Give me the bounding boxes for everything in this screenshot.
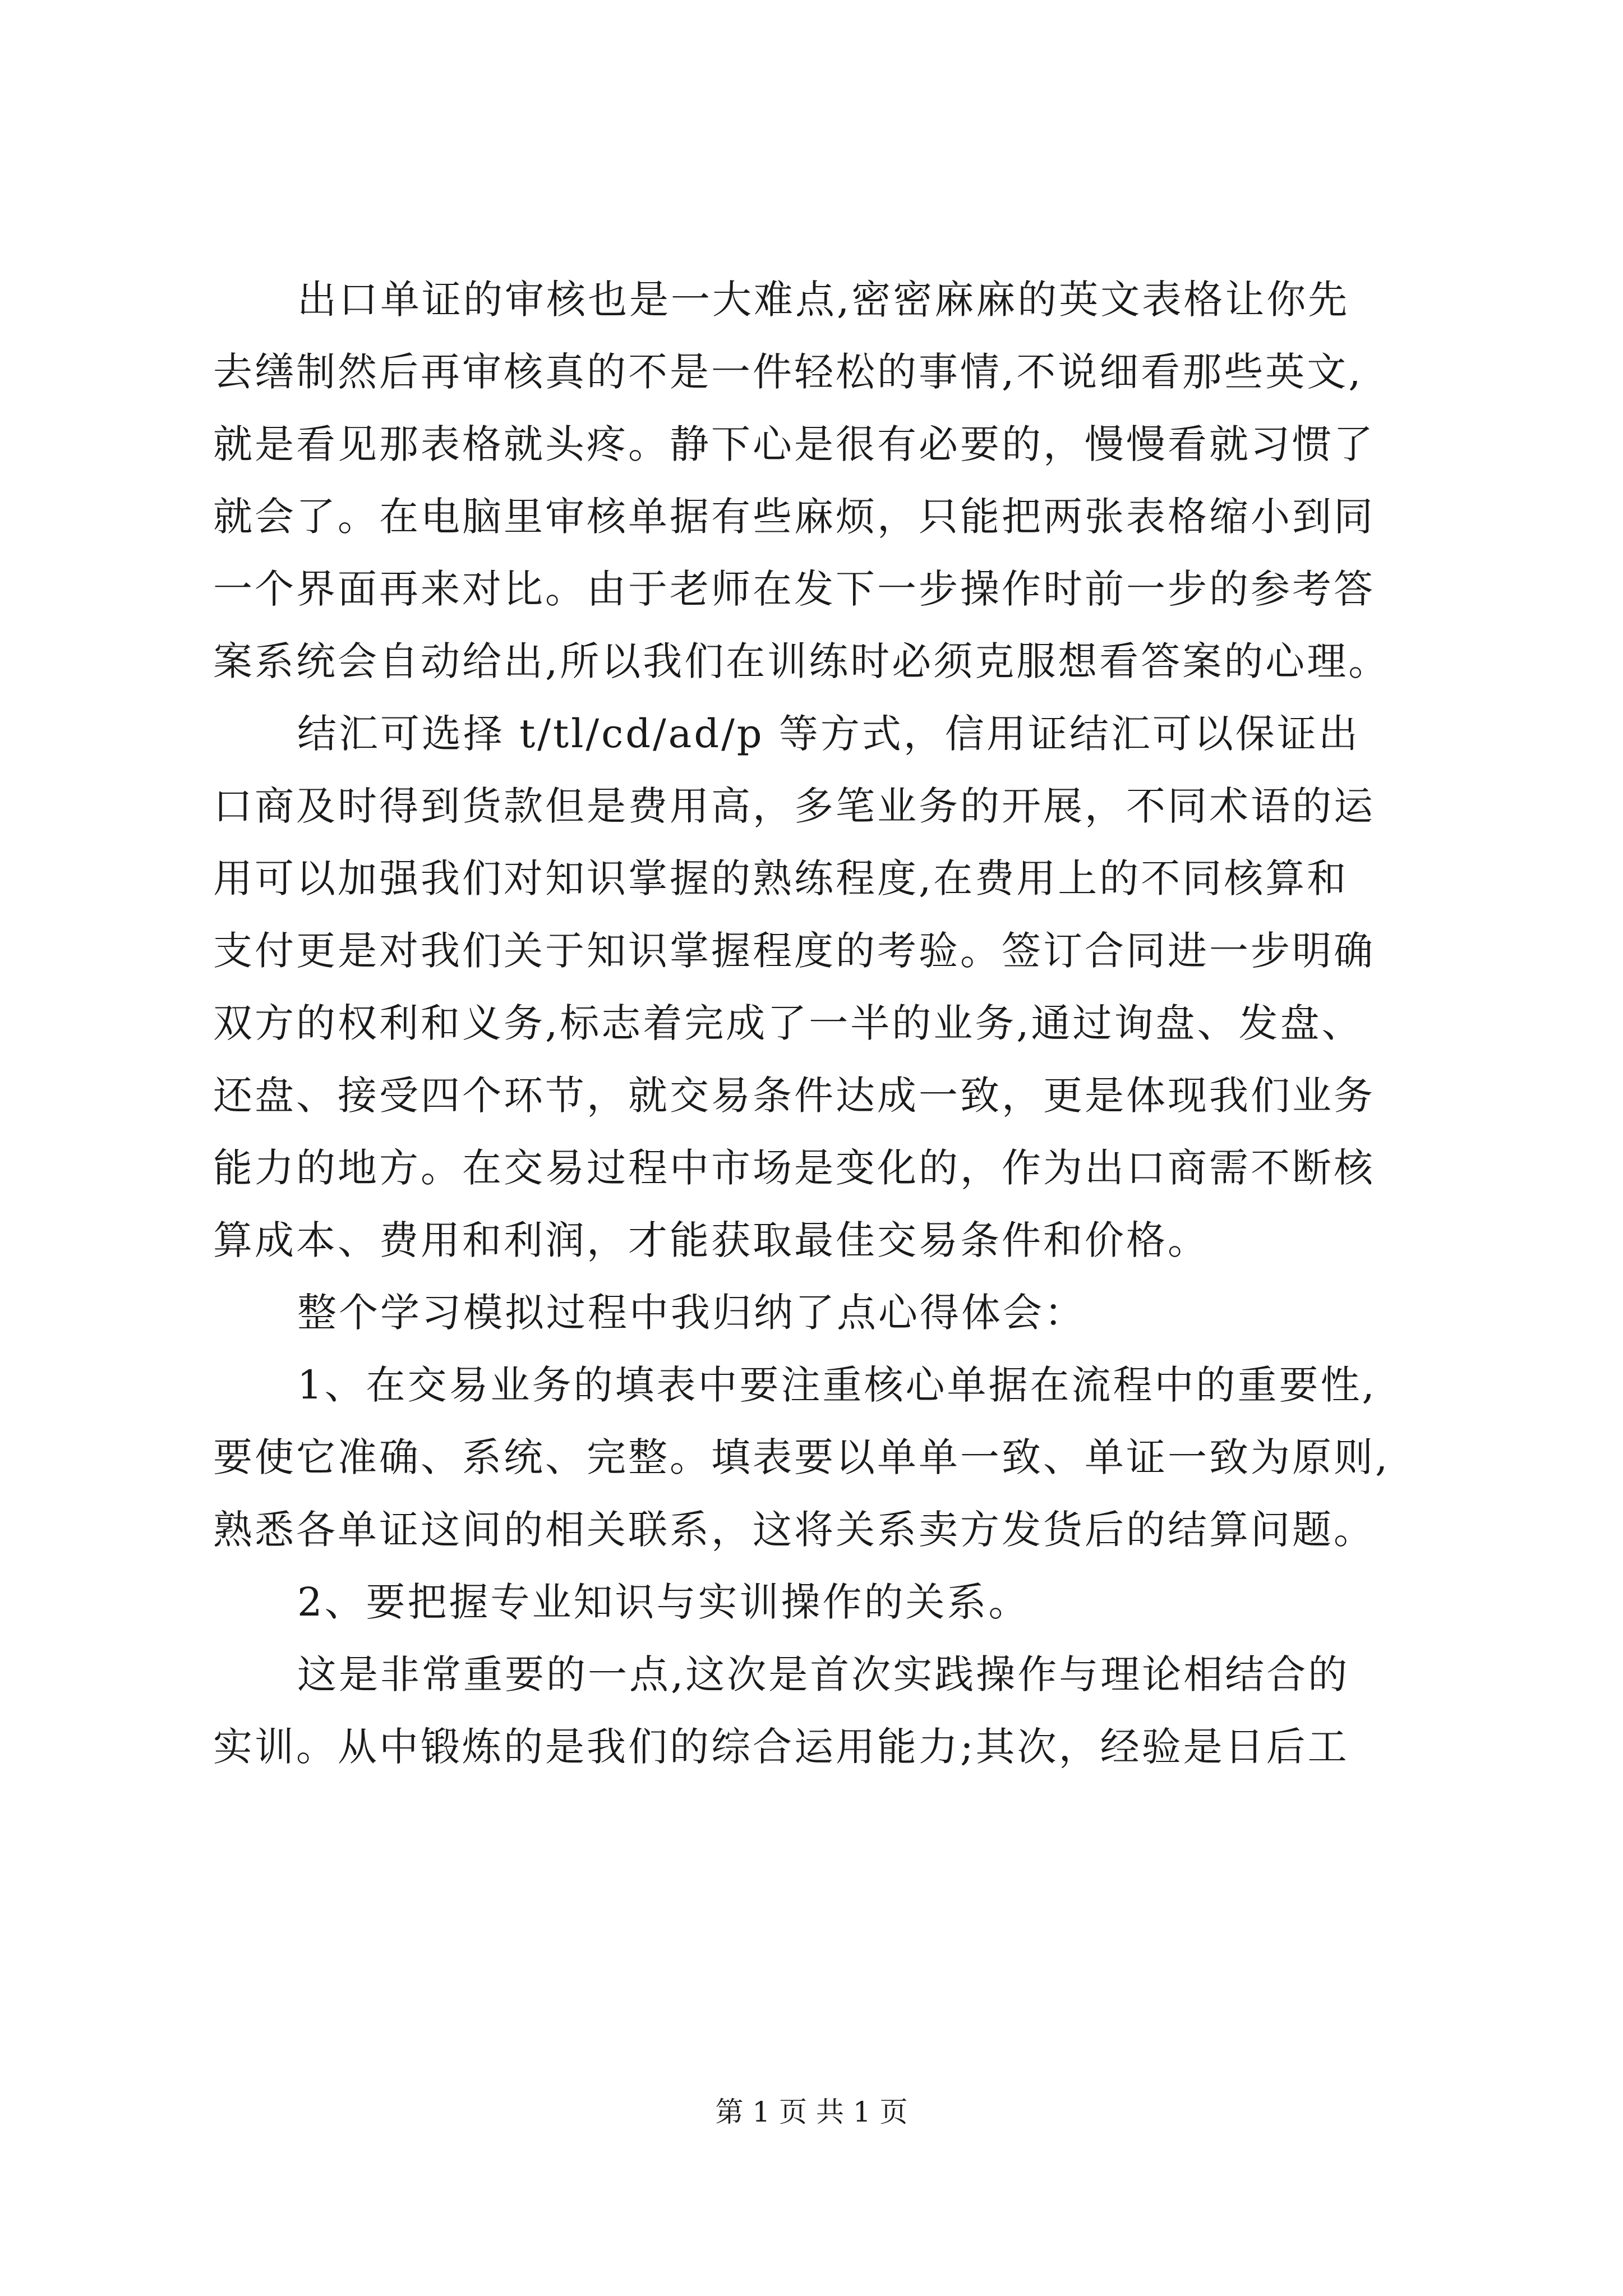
- text-line: 要使它准确、系统、完整。填表要以单单一致、单证一致为原则,: [213, 1434, 1390, 1480]
- text-line: 熟悉各单证这间的相关联系，这将关系卖方发货后的结算问题。: [213, 1507, 1375, 1553]
- text-line: 2、要把握专业知识与实训操作的关系。: [297, 1579, 1030, 1625]
- text-line: 就会了。在电脑里审核单据有些麻烦，只能把两张表格缩小到同: [213, 494, 1375, 540]
- text-line: 1、在交易业务的填表中要注重核心单据在流程中的重要性,: [297, 1362, 1377, 1408]
- page-footer: 第 1 页 共 1 页: [715, 2096, 908, 2128]
- text-line: 这是非常重要的一点,这次是首次实践操作与理论相结合的: [297, 1651, 1350, 1697]
- text-line: 一个界面再来对比。由于老师在发下一步操作时前一步的参考答: [213, 566, 1375, 612]
- text-line: 算成本、费用和利润，才能获取最佳交易条件和价格。: [213, 1217, 1209, 1263]
- text-line: 能力的地方。在交易过程中市场是变化的，作为出口商需不断核: [213, 1145, 1375, 1191]
- text-line: 去缮制然后再审核真的不是一件轻松的事情,不说细看那些英文,: [213, 349, 1363, 395]
- text-line: 整个学习模拟过程中我归纳了点心得体会：: [297, 1290, 1086, 1336]
- text-line: 结汇可选择 t/tl/cd/ad/p 等方式，信用证结汇可以保证出: [297, 711, 1360, 757]
- text-line: 双方的权利和义务,标志着完成了一半的业务,通过询盘、发盘、: [213, 1000, 1363, 1046]
- text-line: 就是看见那表格就头疼。静下心是很有必要的，慢慢看就习惯了: [213, 421, 1375, 467]
- text-line: 支付更是对我们关于知识掌握程度的考验。签订合同进一步明确: [213, 928, 1375, 974]
- text-line: 用可以加强我们对知识掌握的熟练程度,在费用上的不同核算和: [213, 855, 1349, 901]
- text-line: 实训。从中锻炼的是我们的综合运用能力;其次，经验是日后工: [213, 1724, 1349, 1770]
- text-line: 出口单证的审核也是一大难点,密密麻麻的英文表格让你先: [297, 277, 1350, 323]
- text-line: 还盘、接受四个环节，就交易条件达成一致，更是体现我们业务: [213, 1073, 1375, 1119]
- text-line: 口商及时得到货款但是费用高，多笔业务的开展，不同术语的运: [213, 783, 1375, 829]
- text-line: 案系统会自动给出,所以我们在训练时必须克服想看答案的心理。: [213, 638, 1390, 684]
- document-body: [213, 264, 1469, 1783]
